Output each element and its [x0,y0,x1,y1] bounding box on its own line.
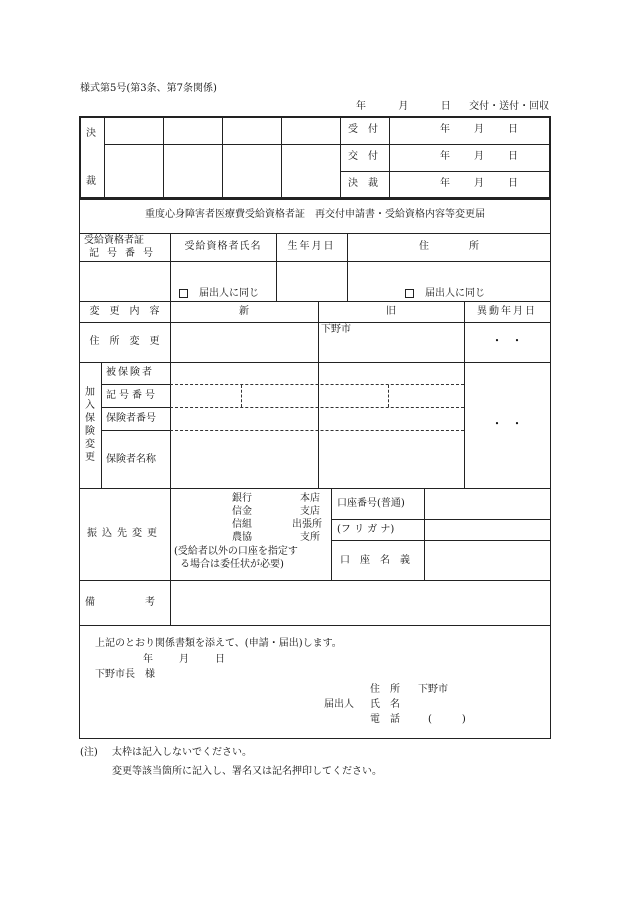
same-as-applicant-label-1: 届出人に同じ [199,288,259,299]
same-as-applicant-label-2: 届出人に同じ [425,288,485,299]
cert-no-line2: 記号番号 [89,248,161,259]
change-content-header: 変 更 内 容 [89,306,160,317]
same-as-applicant-checkbox-1[interactable] [179,289,188,298]
change-date-header: 異動年月日 [477,306,537,317]
account-no-label: 口座番号(普通) [337,498,405,509]
note-line2: 変更等該当箇所に記入し、署名又は記名押印してください。 [112,766,382,777]
applicant-tel-label: 電 話 [370,714,400,725]
bank-type-2: 信金 [232,506,252,517]
bank-branch-4: 支所 [300,532,320,543]
name-header: 受給資格者氏名 [184,241,262,252]
bank-type-3: 信組 [232,519,252,530]
symbol-no-label: 記号番号 [106,390,158,401]
insurance-change-date: ・ ・ [492,419,522,430]
address-change-date: ・ ・ [492,336,522,347]
kessai-label-bottom: 裁 [86,176,96,187]
bank-note-line1: (受給者以外の口座を指定す [174,546,298,557]
koufu-date: 年 月 日 [440,151,518,162]
bank-branch-2: 支店 [300,506,320,517]
bank-branch-3: 出張所 [292,519,322,530]
old-header: 旧 [386,306,396,317]
delivery-options: 交付・送付・回収 [469,101,550,112]
birth-header: 生年月日 [287,241,336,252]
kessai-label-top: 決 [86,128,96,139]
new-header: 新 [239,306,249,317]
applicant-address-label: 住 所 [370,684,400,695]
bank-type-1: 銀行 [232,493,252,504]
note-prefix: (注) [80,747,98,758]
applicant-name-label: 氏 名 [370,699,400,710]
note-line1: 太枠は記入しないでください。 [112,747,252,758]
bank-change-label: 振込先変更 [87,528,162,539]
address-header: 住 所 [419,241,479,252]
day-label: 日 [440,101,451,112]
date-line [356,102,549,112]
form-title: 重度心身障害者医療費受給資格者証 再交付申請書・受給資格内容等変更届 [145,209,485,220]
address-change-label: 住 所 変 更 [89,336,160,347]
furigana-label: (フ リ ガ ナ) [337,524,395,535]
year-label: 年 [356,101,366,112]
remarks-label: 備 考 [85,597,155,608]
declaration-date: 年 月 日 [143,654,225,665]
cert-no-line1: 受給資格者証 [84,235,144,246]
bank-type-4: 農協 [232,532,252,543]
month-label: 月 [398,101,409,112]
kessai-label: 決 裁 [348,178,378,189]
applicant-address-value: 下野市 [418,684,448,695]
addressee: 下野市長 様 [95,669,155,680]
bank-branch-1: 本店 [300,493,320,504]
uketsuke-date: 年 月 日 [440,124,518,135]
kessai-date: 年 月 日 [440,178,518,189]
insurer-no-label: 保険者番号 [106,413,156,424]
insured-label: 被保険者 [106,367,154,378]
same-as-applicant-checkbox-2[interactable] [405,289,414,298]
address-change-old-value: 下野市 [321,324,351,335]
insurance-change-label: 加 入 保 険 変 更 [85,387,95,463]
account-name-label: 口座名義 [340,555,420,566]
insurer-name-label: 保険者名称 [106,454,156,465]
applicant-label: 届出人 [324,699,354,710]
applicant-tel-parens: ( ) [428,714,466,725]
bank-note-line2: る場合は委任状が必要) [180,559,284,570]
form-number: 様式第5号(第3条、第7条関係) [80,83,217,94]
koufu-label: 交 付 [348,151,378,162]
uketsuke-label: 受 付 [348,124,378,135]
declaration-text: 上記のとおり関係書類を添えて、(申請・届出)します。 [95,638,342,649]
